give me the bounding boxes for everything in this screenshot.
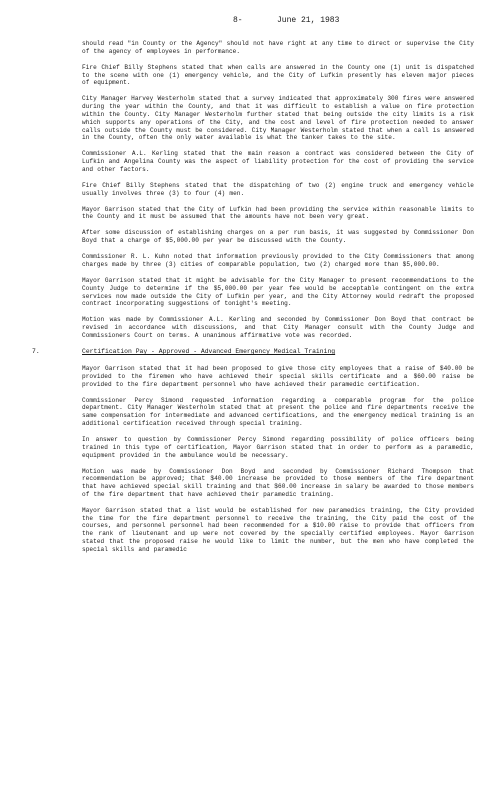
paragraph: Commissioner R. L. Kuhn noted that information previously provided to the City Commissioners that among charges made by three (3) cities of comparable population, two (2) charged more than $5,000.00. [82,253,474,269]
section-number: 7. [32,347,40,355]
paragraph: Mayor Garrison stated that the City of Lufkin had been providing the service within reasonable limits to the County and it must be assumed that the amounts have not been very great. [82,205,474,221]
paragraph: In answer to question by Commissioner Percy Simond regarding possibility of police officers being trained in this type of certification, Mayor Garrison stated that in order to perform as a paramedic, equipment provided in the ambulance would be necessary. [82,435,474,459]
paragraph: Fire Chief Billy Stephens stated that when calls are answered in the County one (1) unit is dispatched to the scene with one (1) emergency vehicle, and the City of Lufkin presently has eleven major pieces of equipment. [82,63,474,87]
paragraph: Motion was made by Commissioner Don Boyd and seconded by Commissioner Richard Thompson that recommendation be approved; that $40.00 increase be provided to those members of the fire department that have achieved special skill training and that $60.00 increase in salary be awarded to those members of the fire department that have achieved their paramedic training. [82,467,474,498]
paragraph: After some discussion of establishing charges on a per run basis, it was suggested by Commissioner Don Boyd that a charge of $5,000.00 per year be discussed with the County. [82,229,474,245]
paragraph: City Manager Harvey Westerholm stated that a survey indicated that approximately 300 fires were answered during the year within the County, and that it was difficult to establish a value on fire protection within the County. City Manager Westerholm further stated that being outside the city limits is a risk which supports any operations of the City, and the cost and level of fire protection needed to answer calls outside the County must be considered. City Manager Westerholm stated that when a call is answered in the County, often the only water available is what the tanker takes to the site. [82,95,474,142]
minutes-body [32,40,474,562]
paragraph: Commissioner A.L. Kerling stated that the main reason a contract was considered between the City of Lufkin and Angelina County was the aspect of liability protection for the cost of providing the service and other factors. [82,150,474,173]
paragraph: Commissioner Percy Simond requested information regarding a comparable program for the police department. City Manager Westerholm stated that at present the police and fire departments receive the same compensation for intermediate and advanced certifications, and the emergency medical training is an additional certification received through special training. [82,396,474,427]
page-number: 8- [233,16,243,25]
paragraph: Motion was made by Commissioner A.L. Kerling and seconded by Commissioner Don Boyd that contract be revised in accordance with discussions, and that City Manager consult with the County Judge and Commissioners Court on terms. A unanimous affirmative vote was recorded. [82,316,474,339]
page-header [0,16,485,30]
paragraph: Mayor Garrison stated that a list would be established for new paramedics training, the City provided the time for the fire department personnel to receive the training, the City paid the cost of the courses, and personnel personnel had been recommended for a $10.00 raise to provide that officers from the rank of lieutenant and up were not covered by the specially certified employees. Mayor Garrison stated that the proposed raise he would like to limit the number, but the men who have completed the special skills and paramedic [82,506,474,553]
meeting-date: June 21, 1983 [277,16,340,25]
section-heading [32,347,474,356]
section-title: Certification Pay - Approved - Advanced Emergency Medical Training [82,347,336,355]
paragraph: should read "in County or the Agency" should not have right at any time to direct or supervise the City of the agency of employees in performance. [82,40,474,55]
paragraph: Mayor Garrison stated that it had been proposed to give those city employees that a raise of $40.00 be provided to the firemen who have achieved their special skills certificate and a $60.00 raise be provided to the fire department personnel who have achieved their paramedic certification. [82,364,474,388]
paragraph: Fire Chief Billy Stephens stated that the dispatching of two (2) engine truck and emergency vehicle usually involves three (3) to four (4) men. [82,181,474,197]
paragraph: Mayor Garrison stated that it might be advisable for the City Manager to present recommendations to the County Judge to determine if the $5,000.00 per year fee would be acceptable contingent on the extra services now made outside the City of Lufkin per year, and the City Attorney would redraft the proposed contract incorporating suggestions of tonight's meeting. [82,277,474,308]
